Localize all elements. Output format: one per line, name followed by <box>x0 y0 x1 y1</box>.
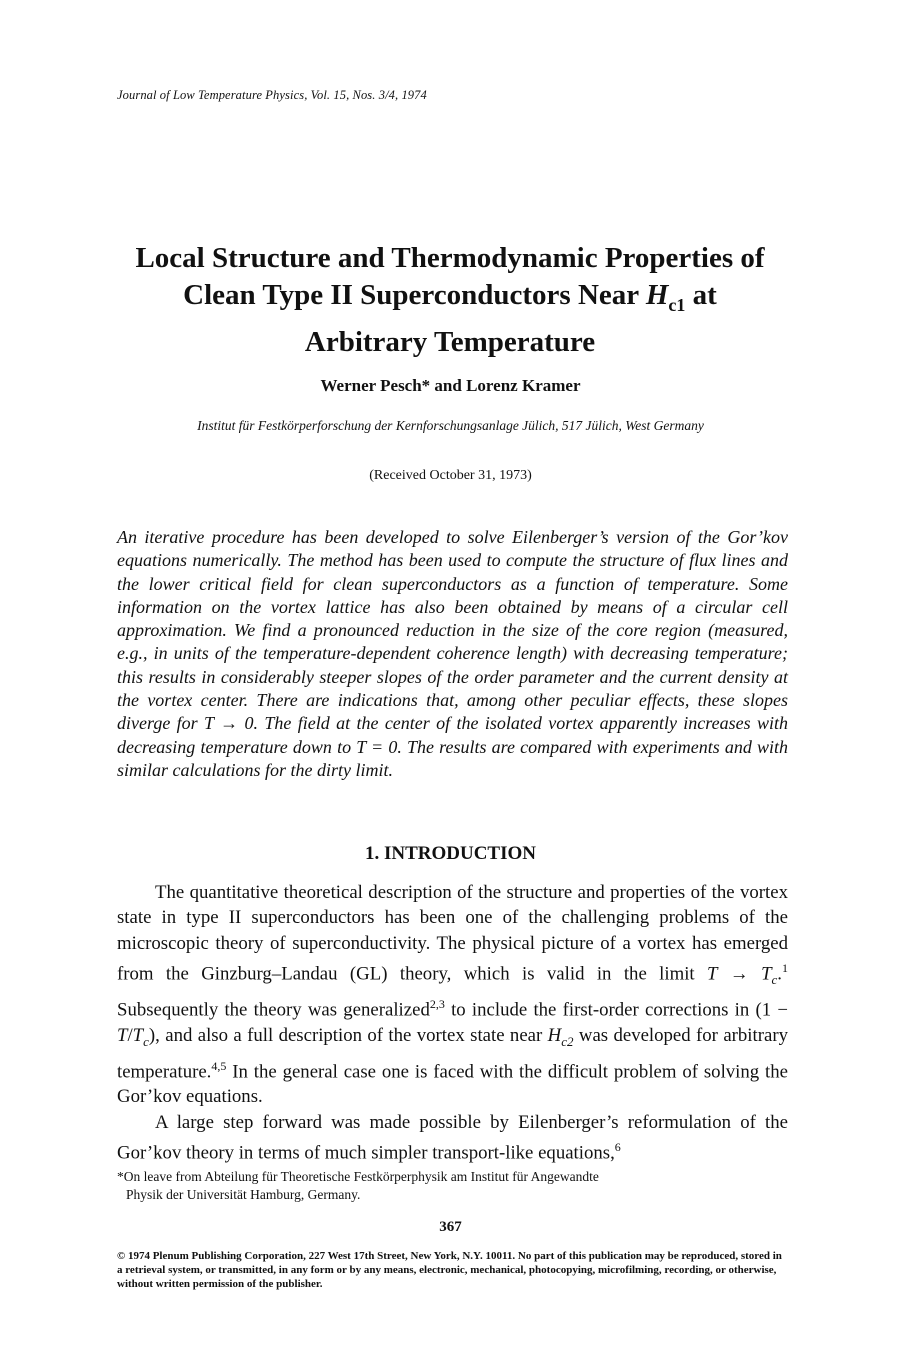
title-line-3: Arbitrary Temperature <box>304 325 596 358</box>
affiliation: Institut für Festkörperforschung der Kernforschungsanlage Jülich, 517 Jülich, West Germany <box>197 418 704 433</box>
footnote: *On leave from Abteilung für Theoretische Festkörperphysik am Institut für Angewandte Physik der Universität Hamburg, Germany. <box>117 1169 599 1202</box>
section-heading: 1. INTRODUCTION <box>364 843 537 864</box>
h-symbol: H <box>645 279 669 311</box>
title-line-2: Clean Type II Superconductors Near $H_{c1}$ at <box>183 279 717 315</box>
abstract: An iterative procedure has been developed to solve Eilenberger’s version of the Gor’kov equations numerically. The method has been used to compute the structure of flux lines and the lower critical field for clean superconductors as a function of temperature. Some information on the vortex lattice has also been obtained by means of a circular cell approximation. We find a pronounced reduction in the size of the core region (measured, e.g., in units of the temperature-dependent coherence length) with decreasing temperature; this results in considerably steeper slopes of the order parameter and the current density at the vortex center. There are indications that, among other peculiar effects, these slopes diverge for T → 0. The field at the center of the isolated vortex apparently increases with decreasing temperature down to T = 0. The results are compared with experiments and with similar calculations for the dirty limit. <box>117 527 788 780</box>
h-subscript: c1 <box>668 294 686 315</box>
reference-marker: 6 <box>614 1139 621 1154</box>
authors: Werner Pesch* and Lorenz Kramer <box>320 376 581 395</box>
reference-marker: 1 <box>782 960 788 975</box>
title-line-1: Local Structure and Thermodynamic Properties of <box>135 242 765 274</box>
reference-marker: 2,3 <box>429 997 445 1012</box>
paragraph: A large step forward was made possible by Eilenberger’s reformulation of the Gor’kov theory in terms of much simpler transport-like equations,$^6$ <box>117 1111 788 1164</box>
journal-citation: Journal of Low Temperature Physics, Vol. 15, Nos. 3/4, 1974 <box>117 88 427 102</box>
reference-marker: 4,5 <box>211 1058 227 1073</box>
copyright-notice: © 1974 Plenum Publishing Corporation, 227 West 17th Street, New York, N.Y. 10011. No part of this publication may be reproduced, stored in a retrieval system, or transmitted, in any form or by any means, electronic, mechanical, photocopying, microfilming, recording, or otherwise, without written permission of the publisher. <box>117 1250 782 1290</box>
article-title <box>90 240 810 361</box>
page-number: 367 <box>439 1219 462 1235</box>
paragraph: The quantitative theoretical description of the structure and properties of the vortex state in type II superconductors has been one of the challenging problems of the microscopic theory of superconductivity. The physical picture of a vortex has emerged from the Ginzburg–Landau (GL) theory, which is valid in the limit $T \to T_c.^1$ Subsequently the theory was generalized$^{2,3}$ to include the first-order corrections in $(1 - T/T_c)$, and also a full description of the vortex state near $H_{c2}$ was developed for arbitrary temperature.$^{4,5}$ In the general case one is faced with the difficult problem of solving the Gor’kov equations. <box>117 882 788 1108</box>
introduction-body <box>117 880 788 1166</box>
received-date: (Received October 31, 1973) <box>369 468 532 483</box>
